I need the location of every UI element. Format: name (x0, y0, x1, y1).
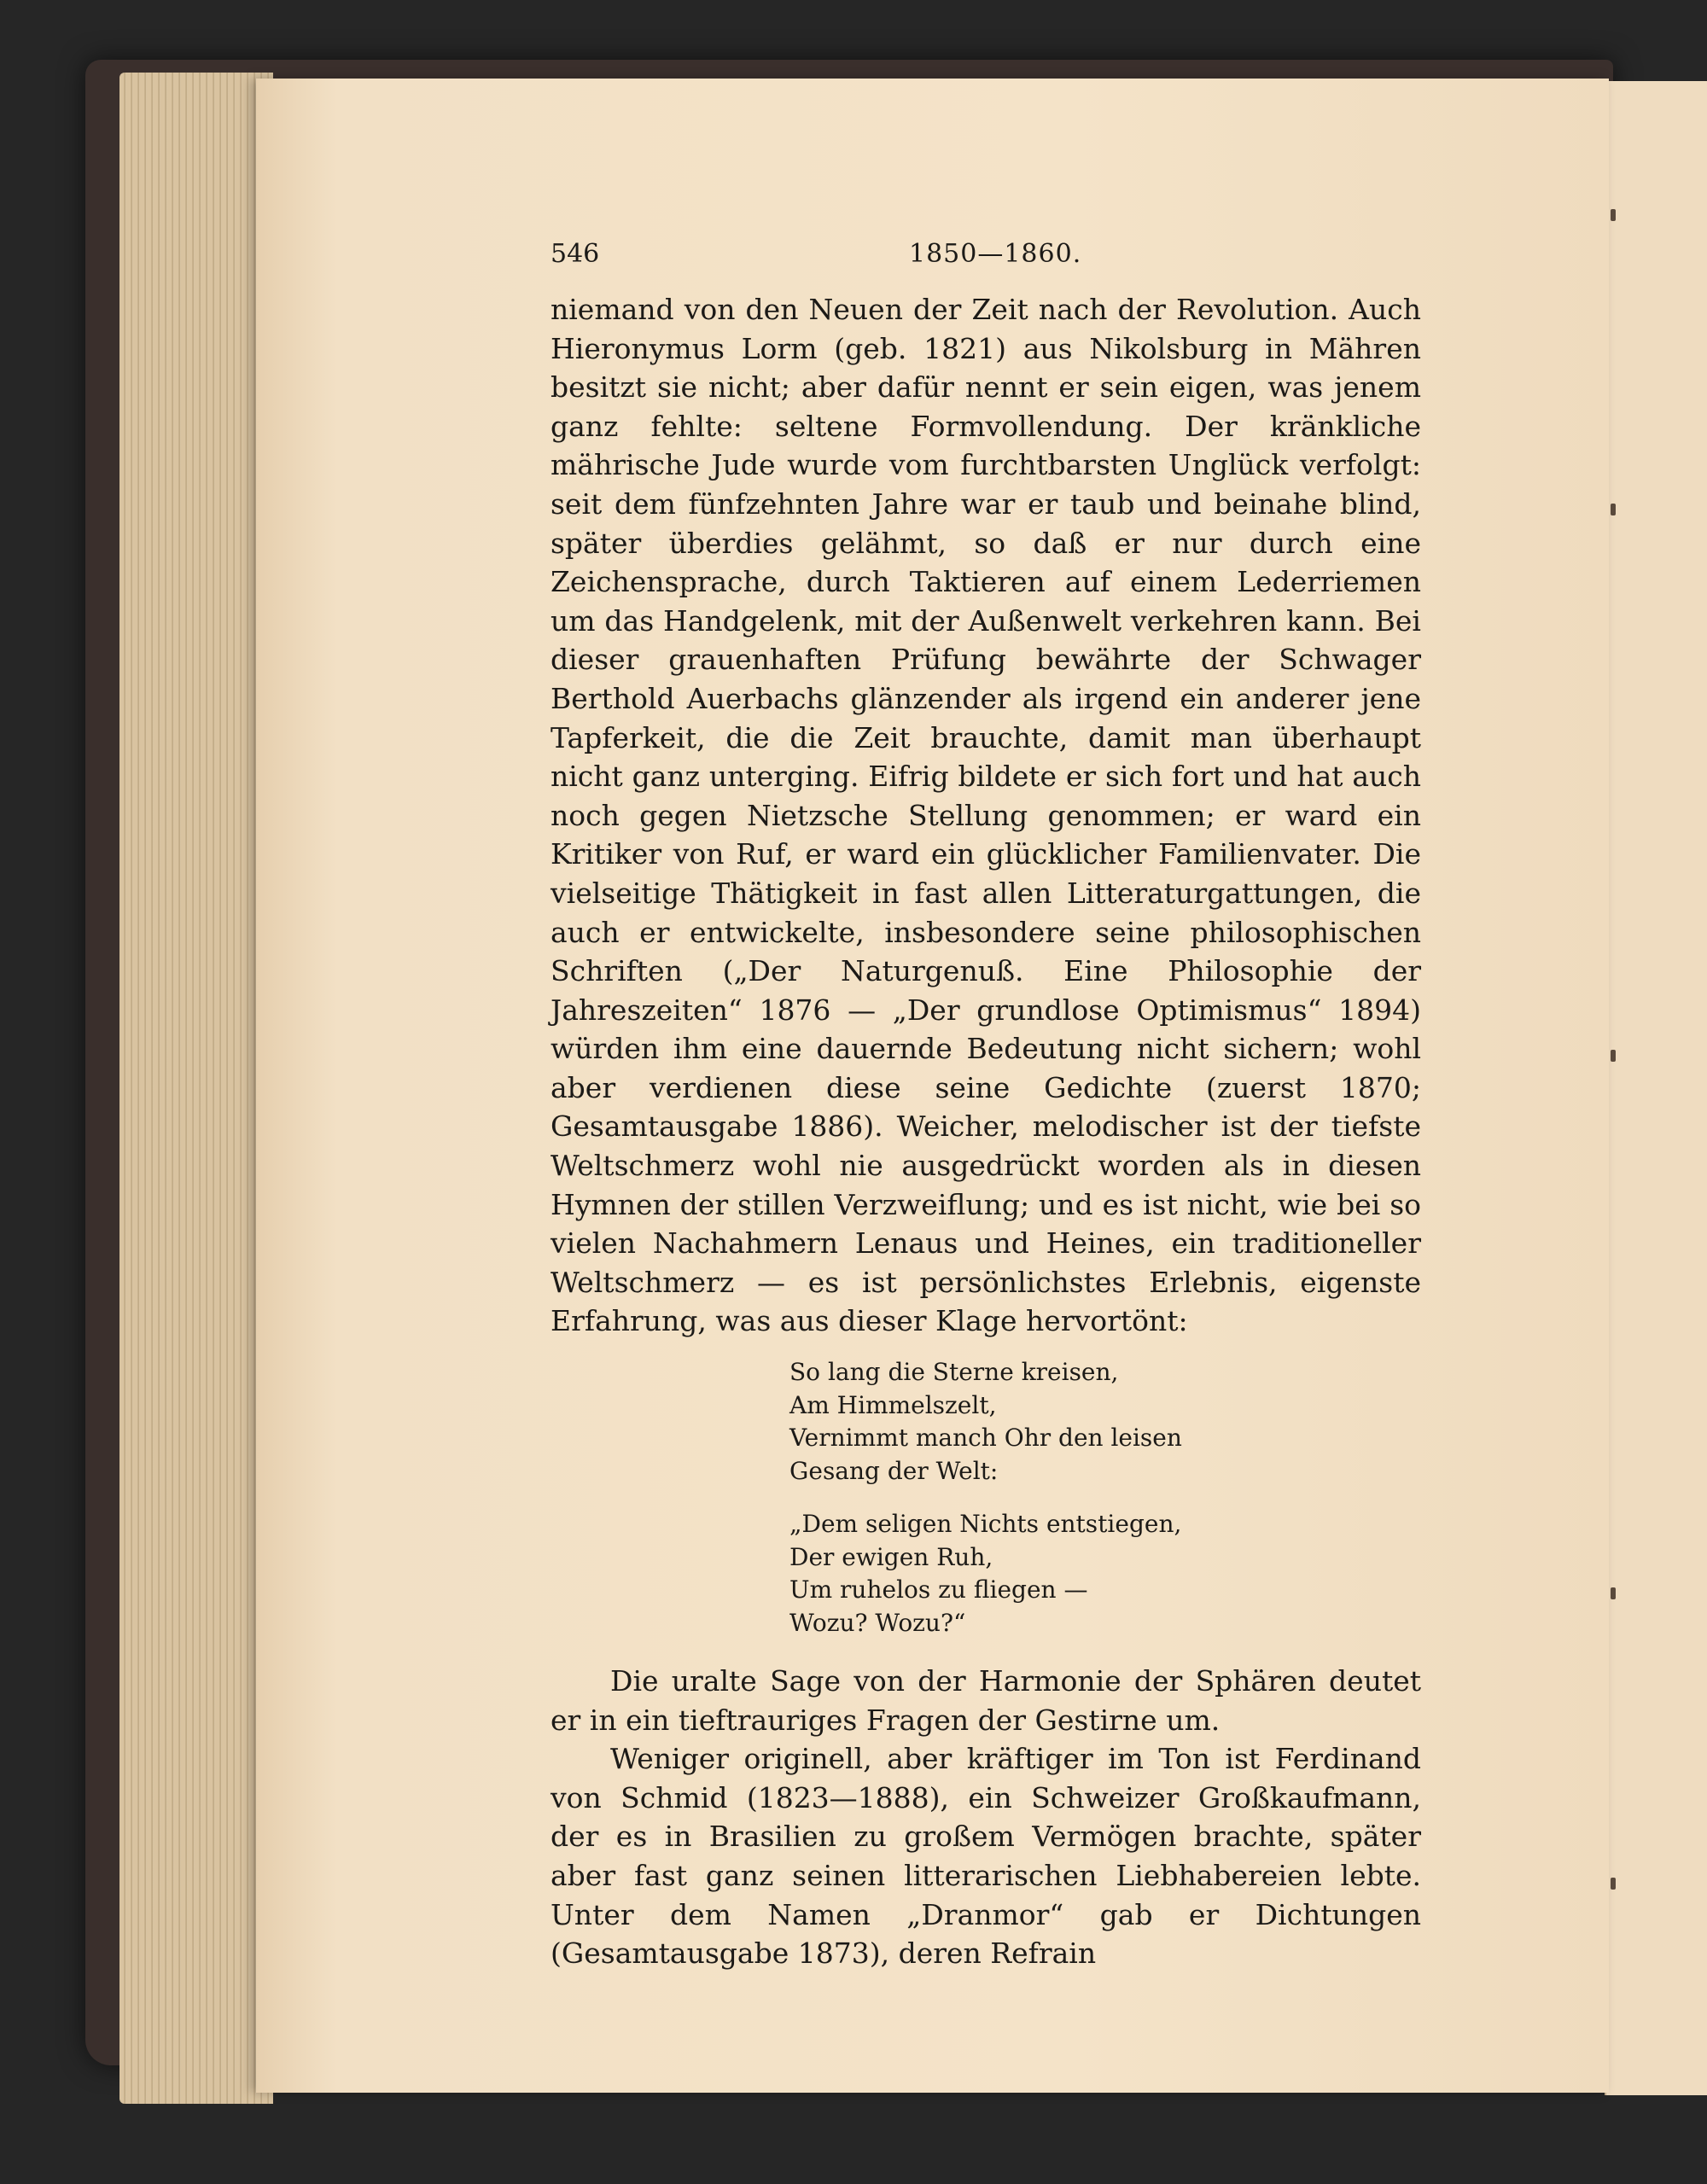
poem-line: Vernimmt manch Ohr den leisen (789, 1424, 1182, 1453)
page-header (551, 239, 1421, 290)
margin-mark (1611, 1878, 1616, 1890)
poem-line: Der ewigen Ruh, (789, 1542, 993, 1571)
body-paragraph: niemand von den Neuen der Zeit nach der Revolution. Auch Hieronymus Lorm (geb. 1821) aus Nikolsburg in Mähren besitzt sie nicht; aber dafür nennt er sein eigen, was jenem ganz fehlte: seltene Formvollendung. Der kränkliche mährische Jude wurde vom furchtbarsten Unglück verfolgt: seit dem fünfzehnten Jahre war er taub und beinahe blind, später überdies gelähmt, so daß er nur durch eine Zeichensprache, durch Taktieren auf einem Lederriemen um das Handgelenk, mit der Außenwelt verkehren kann. Bei dieser grauenhaften Prüfung bewährte der Schwager Berthold Auerbachs glänzender als irgend ein anderer jene Tapferkeit, die die Zeit brauchte, damit man überhaupt nicht ganz unterging. Eifrig bildete er sich fort und hat auch noch gegen Nietzsche Stellung genommen; er ward ein Kritiker von Ruf, er ward ein glücklicher Familienvater. Die vielseitige Thätigkeit in fast allen Litteraturgattungen, die auch er entwickelte, insbesondere seine philosophischen Schriften („Der Naturgenuß. Eine Philosophie der Jahreszeiten“ 1876 — „Der grundlose Optimismus“ 1894) würden ihm eine dauernde Bedeutung nicht sichern; wohl aber verdienen diese seine Gedichte (zuerst 1870; Gesamtausgabe 1886). Weicher, melodischer ist der tiefste Weltschmerz wohl nie ausgedrückt worden als in diesen Hymnen der stillen Verzweiflung; und es ist nicht, wie bei so vielen Nachahmern Lenaus und Heines, ein traditioneller Weltschmerz — es ist persönlichstes Erlebnis, eigenste Erfahrung, was aus dieser Klage hervortönt: (551, 293, 1421, 1338)
page-edges (119, 73, 273, 2104)
poem-line: „Dem seligen Nichts entstiegen, (789, 1510, 1182, 1539)
poem (789, 1356, 1421, 1639)
poem-stanza (789, 1508, 1421, 1639)
body-paragraph: Weniger originell, aber kräftiger im Ton ist Ferdinand von Schmid (1823—1888), ein Schweizer Großkaufmann, der es in Brasilien zu großem Vermögen brachte, später aber fast ganz seinen litterarischen Liebhabereien lebte. Unter dem Namen „Dranmor“ gab er Dichtungen (Gesamtausgabe 1873), deren Refrain (551, 1742, 1421, 1971)
poem-line: Wozu? Wozu?“ (789, 1608, 966, 1637)
poem-stanza (789, 1356, 1421, 1488)
margin-mark (1611, 209, 1616, 221)
margin-mark (1611, 1587, 1616, 1599)
poem-line: Um ruhelos zu fliegen — (789, 1575, 1088, 1605)
margin-mark (1611, 1050, 1616, 1062)
body-paragraph: Die uralte Sage von der Harmonie der Sphären deutet er in ein tieftrauriges Fragen der Gestirne um. (551, 1664, 1421, 1737)
margin-mark (1611, 504, 1616, 515)
page-content (551, 239, 1421, 1973)
poem-line: Am Himmelszelt, (789, 1390, 997, 1419)
page-number: 546 (551, 239, 600, 269)
running-head: 1850—1860. (909, 239, 1082, 269)
poem-line: Gesang der Welt: (789, 1456, 999, 1485)
facing-page-edge (1605, 81, 1707, 2095)
poem-line: So lang die Sterne kreisen, (789, 1358, 1119, 1387)
